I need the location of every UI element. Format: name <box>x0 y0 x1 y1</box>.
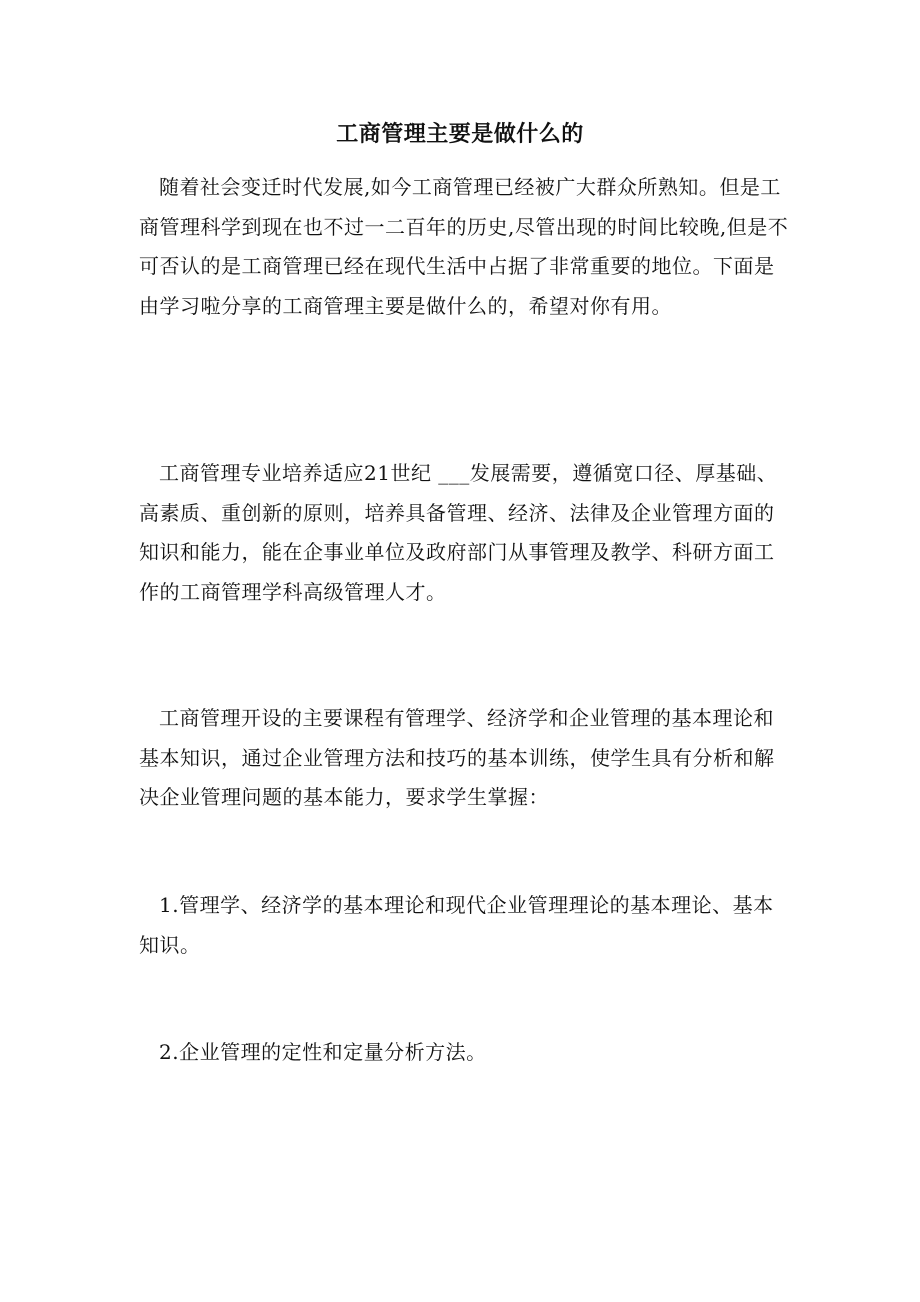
document-title: 工商管理主要是做什么的 <box>336 121 584 147</box>
list-item-1: 1.管理学、经济学的基本理论和现代企业管理理论的基本理论、基本知识。 <box>139 893 774 957</box>
paragraph-courses: 工商管理开设的主要课程有管理学、经济学和企业管理的基本理论和基本知识，通过企业管理方法和技巧的基本训练，使学生具有分析和解决企业管理问题的基本能力，要求学生掌握： <box>139 706 775 809</box>
paragraph-training-goal: 工商管理专业培养适应21世纪 ___发展需要，遵循宽口径、厚基础、高素质、重创新的原则，培养具备管理、经济、法律及企业管理方面的知识和能力，能在企事业单位及政府部门从事管理及教学、科研方面工作的工商管理学科高级管理人才。 <box>139 461 778 604</box>
paragraph-intro: 随着社会变迁时代发展,如今工商管理已经被广大群众所熟知。但是工商管理科学到现在也不过一二百年的历史,尽管出现的时间比较晚,但是不可否认的是工商管理已经在现代生活中占据了非常重要的地位。下面是由学习啦分享的工商管理主要是做什么的，希望对你有用。 <box>139 175 789 318</box>
list-item-2: 2.企业管理的定性和定量分析方法。 <box>159 1040 487 1064</box>
